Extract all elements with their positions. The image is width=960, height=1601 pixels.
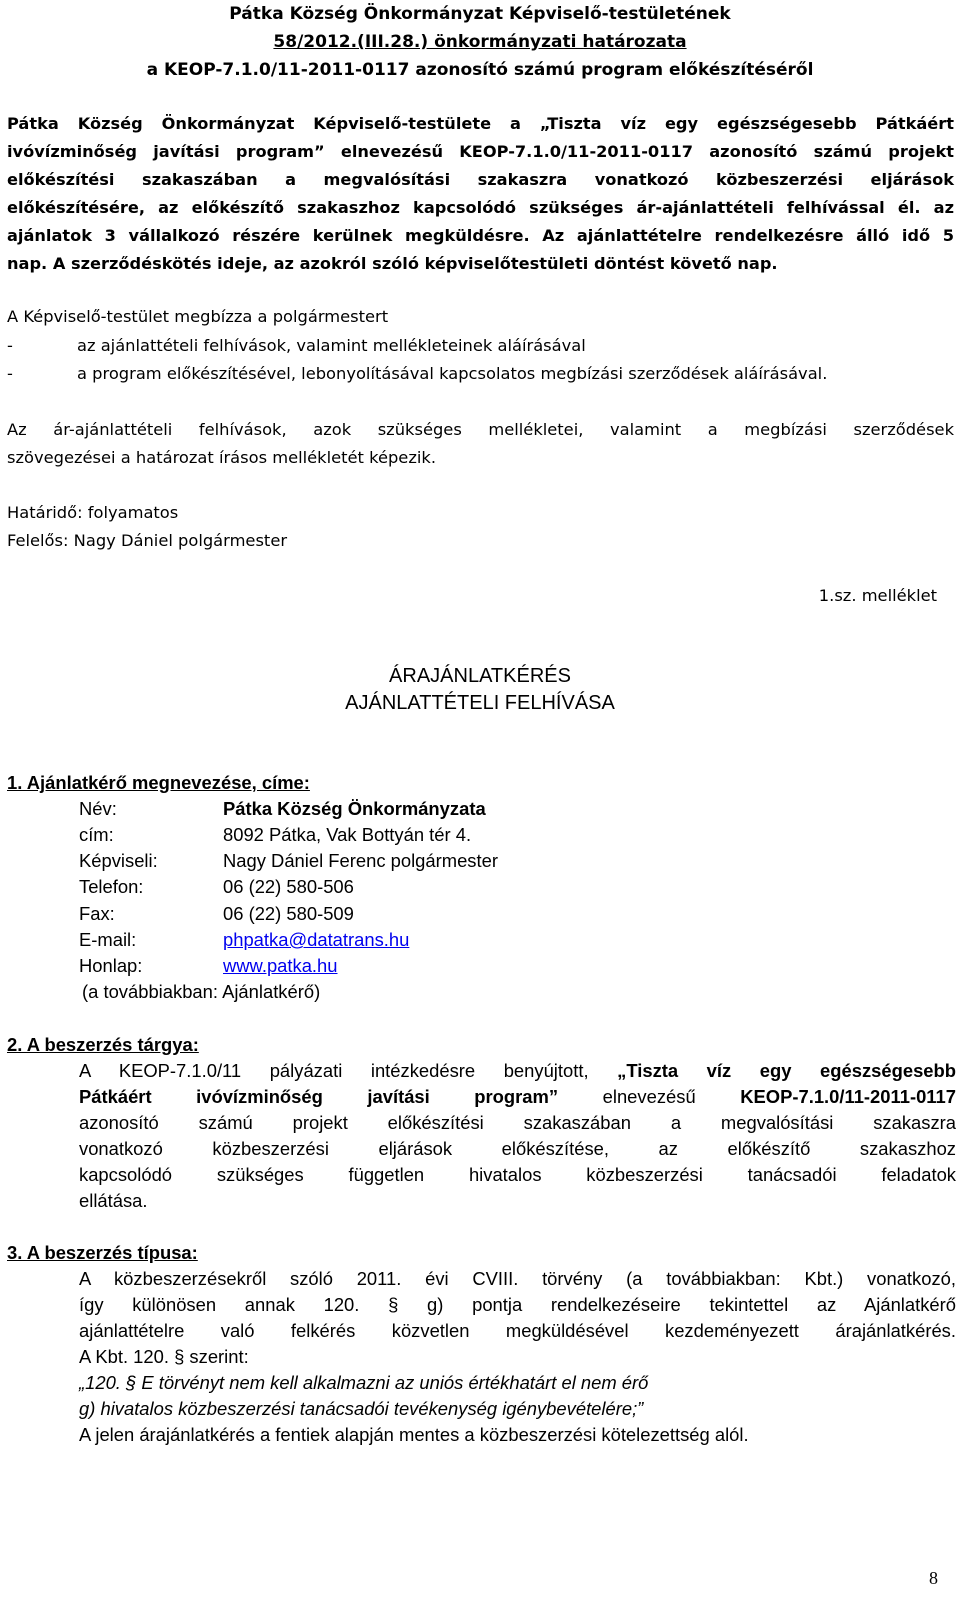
type-line: ajánlattételre való felkérés közvetlen megküldésével kezdeményezett árajánlatkérés. [79, 1320, 956, 1341]
mandate-dash: - [7, 336, 13, 355]
subject-line: kapcsolódó szükséges független hivatalos közbeszerzési tanácsadói feladatok [79, 1164, 956, 1185]
issuer-email-label: E-mail: [79, 929, 137, 950]
intro-line: előkészítési szakaszában a megvalósítási szakaszra vonatkozó közbeszerzési eljárások [7, 170, 954, 189]
subject-text: elnevezésű [602, 1086, 696, 1107]
intro-line: Pátka Község Önkormányzat Képviselő-testülete a „Tiszta víz egy egészségesebb Pátkáért [7, 114, 954, 133]
issuer-fax-label: Fax: [79, 903, 115, 924]
mandate-item: az ajánlattételi felhívások, valamint mellékleteinek aláírásával [77, 336, 586, 355]
subject-line [79, 1086, 956, 1108]
section1-heading: 1. Ajánlatkérő megnevezése, címe: [7, 772, 310, 793]
issuer-phone-label: Telefon: [79, 876, 144, 897]
type-line: A Kbt. 120. § szerint: [79, 1346, 249, 1367]
mandate-lead: A Képviselő-testület megbízza a polgármestert [7, 307, 389, 326]
intro-line: ajánlatok 3 vállalkozó részére kerülnek megküldésre. Az ajánlattételre rendelkezésre álló idő 5 [7, 226, 954, 245]
type-closing: A jelen árajánlatkérés a fentiek alapján mentes a közbeszerzési kötelezettség alól. [79, 1424, 749, 1445]
subject-line: azonosító számú projekt előkészítési szakaszában a megvalósítási szakaszra [79, 1112, 956, 1133]
issuer-address-value: 8092 Pátka, Vak Bottyán tér 4. [223, 824, 472, 845]
issuer-name-label: Név: [79, 798, 117, 819]
issuer-note: (a továbbiakban: Ajánlatkérő) [82, 981, 321, 1002]
resolution-title-line2: 58/2012.(III.28.) önkormányzati határozata [273, 32, 687, 52]
type-line: A közbeszerzésekről szóló 2011. évi CVIII. törvény (a továbbiakban: Kbt.) vonatkozó, [79, 1268, 956, 1289]
project-name: Pátkáért ivóvízminőség javítási program” [79, 1086, 559, 1107]
subject-text: A KEOP-7.1.0/11 pályázati intézkedésre benyújtott, [79, 1060, 589, 1081]
law-quote-line: „120. § E törvényt nem kell alkalmazni az uniós értékhatárt el nem érő [79, 1372, 649, 1393]
intro-line: ivóvízminőség javítási program” elnevezésű KEOP-7.1.0/11-2011-0117 azonosító számú projekt [7, 142, 954, 161]
issuer-website-label: Honlap: [79, 955, 143, 976]
type-line: így különösen annak 120. § g) pontja rendelkezéseire tekintettel az Ajánlatkérő [79, 1294, 956, 1315]
resolution-title-line1: Pátka Község Önkormányzat Képviselő-testületének [229, 4, 731, 24]
intro-line: előkészítésére, az előkészítő szakaszhoz kapcsolódó szükséges ár-ajánlattételi felhívással él. az [7, 198, 954, 217]
annex-label: 1.sz. melléklet [818, 586, 937, 605]
issuer-phone-value: 06 (22) 580-506 [223, 876, 354, 897]
issuer-fax-value: 06 (22) 580-509 [223, 903, 354, 924]
issuer-email-link[interactable]: phpatka@datatrans.hu [223, 929, 410, 950]
doc-title-line1: ÁRAJÁNLATKÉRÉS [389, 665, 571, 687]
section2-heading: 2. A beszerzés tárgya: [7, 1034, 199, 1055]
intro-line: nap. A szerződéskötés ideje, az azokról szóló képviselőtestületi döntést követő nap. [7, 254, 778, 273]
project-id: KEOP-7.1.0/11-2011-0117 [740, 1086, 956, 1107]
section3-heading: 3. A beszerzés típusa: [7, 1242, 198, 1263]
issuer-name-value: Pátka Község Önkormányzata [223, 798, 486, 819]
subject-line: vonatkozó közbeszerzési eljárások előkészítése, az előkészítő szakaszhoz [79, 1138, 956, 1159]
mandate-dash: - [7, 364, 13, 383]
doc-title-line2: AJÁNLATTÉTELI FELHÍVÁSA [345, 692, 615, 714]
page-number: 8 [929, 1568, 938, 1588]
issuer-website-link[interactable]: www.patka.hu [223, 955, 338, 976]
project-name: „Tiszta víz egy egészségesebb [617, 1060, 956, 1081]
law-quote-line: g) hivatalos közbeszerzési tanácsadói tevékenység igénybevételére;” [79, 1398, 644, 1419]
attachments-line: Az ár-ajánlattételi felhívások, azok szükséges mellékletei, valamint a megbízási szerződések [7, 420, 954, 439]
resolution-title-line3: a KEOP-7.1.0/11-2011-0117 azonosító számú program előkészítéséről [146, 60, 814, 80]
issuer-representative-label: Képviseli: [79, 850, 158, 871]
subject-line [79, 1060, 956, 1082]
responsible: Felelős: Nagy Dániel polgármester [7, 531, 288, 550]
subject-line: ellátása. [79, 1190, 148, 1211]
mandate-item: a program előkészítésével, lebonyolításával kapcsolatos megbízási szerződések aláírásával. [77, 364, 828, 383]
issuer-representative-value: Nagy Dániel Ferenc polgármester [223, 850, 498, 871]
issuer-address-label: cím: [79, 824, 114, 845]
deadline: Határidő: folyamatos [7, 503, 179, 522]
attachments-line: szövegezései a határozat írásos mellékletét képezik. [7, 448, 436, 467]
